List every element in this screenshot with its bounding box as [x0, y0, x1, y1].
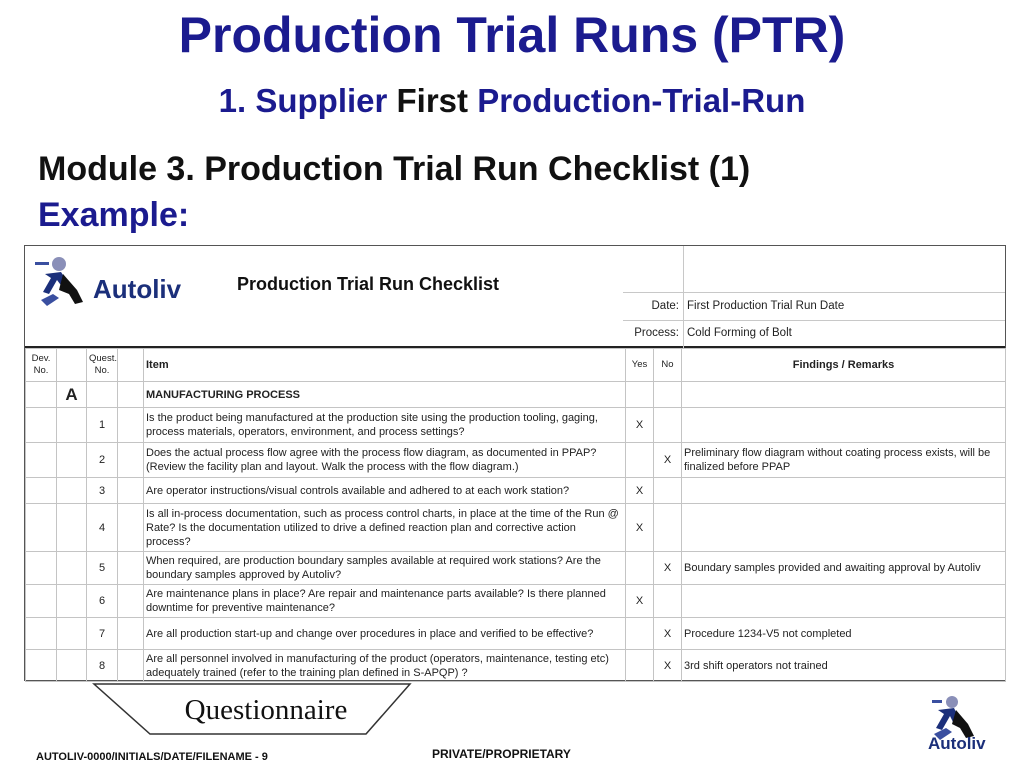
example-heading: Example: [38, 196, 190, 234]
blank-cell [118, 552, 144, 585]
question-text: Are operator instructions/visual controls available and adhered to at each work station? [144, 478, 626, 504]
yes-mark [626, 650, 654, 682]
process-value: Cold Forming of Bolt [687, 327, 792, 339]
dev-cell [26, 408, 57, 443]
section-cell [654, 382, 682, 408]
table-row [26, 585, 1006, 618]
remark-text [682, 504, 1006, 552]
no-mark: X [654, 552, 682, 585]
dev-cell [26, 443, 57, 478]
remark-text: Boundary samples provided and awaiting approval by Autoliv [682, 552, 1006, 585]
yes-mark [626, 443, 654, 478]
question-text: Is all in-process documentation, such as process control charts, in place at the time of the Run @ Rate? Is the documentation utilized to drive a defined reaction plan and corrective action process? [144, 504, 626, 552]
sheet-header [25, 246, 1005, 348]
remark-text: 3rd shift operators not trained [682, 650, 1006, 682]
dev-no-header: Dev. No. [26, 349, 57, 382]
remark-text: Preliminary flow diagram without coating process exists, will be finalized before PPAP [682, 443, 1006, 478]
checklist-sheet [24, 245, 1006, 681]
blank-cell [57, 478, 87, 504]
section-cell [87, 382, 118, 408]
yes-mark: X [626, 478, 654, 504]
section-cell [26, 382, 57, 408]
slide-subtitle [0, 82, 1024, 120]
sheet-logo-text: Autoliv [93, 274, 182, 304]
blank-cell [118, 585, 144, 618]
section-cell [682, 382, 1006, 408]
section-row [26, 382, 1006, 408]
question-number: 1 [87, 408, 118, 443]
yes-mark: X [626, 408, 654, 443]
blank-cell [118, 443, 144, 478]
table-row [26, 552, 1006, 585]
dev-cell [26, 552, 57, 585]
questionnaire-callout-label: Questionnaire [184, 694, 348, 726]
section-cell [118, 382, 144, 408]
blank-cell [118, 478, 144, 504]
meta-divider [683, 246, 684, 348]
section-letter: A [57, 382, 87, 408]
yes-header: Yes [626, 349, 654, 382]
yes-mark: X [626, 585, 654, 618]
remark-text: Procedure 1234-V5 not completed [682, 618, 1006, 650]
subtitle-part-3: Production-Trial-Run [468, 82, 806, 119]
question-number: 6 [87, 585, 118, 618]
question-text: Are maintenance plans in place? Are repair and maintenance parts available? Is there planned downtime for preventive maintenance? [144, 585, 626, 618]
section-name: MANUFACTURING PROCESS [144, 382, 626, 408]
blank-cell [118, 650, 144, 682]
date-label: Date: [651, 300, 679, 312]
question-number: 8 [87, 650, 118, 682]
footer-confidentiality: PRIVATE/PROPRIETARY [432, 747, 571, 761]
remark-text [682, 585, 1006, 618]
table-row [26, 650, 1006, 682]
blank-cell [118, 618, 144, 650]
blank-cell [57, 504, 87, 552]
remark-text [682, 478, 1006, 504]
no-mark: X [654, 618, 682, 650]
meta-divider [623, 320, 1005, 321]
no-mark [654, 408, 682, 443]
item-header: Item [144, 349, 626, 382]
module-heading: Module 3. Production Trial Run Checklist (1) [38, 150, 751, 188]
sheet-title: Production Trial Run Checklist [237, 274, 500, 294]
blank-cell [57, 650, 87, 682]
table-row [26, 408, 1006, 443]
question-text: Does the actual process flow agree with the process flow diagram, as documented in PPAP? (Review the facility plan and layout. Walk the process with the flow diagram.) [144, 443, 626, 478]
question-number: 5 [87, 552, 118, 585]
blank-cell [118, 408, 144, 443]
footer-file-reference: AUTOLIV-0000/INITIALS/DATE/FILENAME - 9 [36, 751, 268, 763]
quest-no-header: Quest. No. [87, 349, 118, 382]
question-number: 7 [87, 618, 118, 650]
no-header: No [654, 349, 682, 382]
blank-cell [57, 443, 87, 478]
question-text: Are all personnel involved in manufacturing of the product (operators, maintenance, testing etc) adequately trained (refer to the training plan defined in S-APQP) ? [144, 650, 626, 682]
no-mark: X [654, 443, 682, 478]
blank-header [118, 349, 144, 382]
question-text: Are all production start-up and change over procedures in place and verified to be effective? [144, 618, 626, 650]
date-value: First Production Trial Run Date [687, 300, 845, 312]
yes-mark [626, 618, 654, 650]
table-row [26, 478, 1006, 504]
section-cell [626, 382, 654, 408]
no-mark: X [654, 650, 682, 682]
no-mark [654, 585, 682, 618]
subtitle-part-2: First [396, 82, 469, 119]
blank-cell [57, 585, 87, 618]
table-row [26, 443, 1006, 478]
blank-cell [118, 504, 144, 552]
table-row [26, 504, 1006, 552]
question-text: Is the product being manufactured at the production site using the production tooling, gaging, process materials, operators, environment, and process settings? [144, 408, 626, 443]
dev-cell [26, 504, 57, 552]
remark-text [682, 408, 1006, 443]
table-row [26, 618, 1006, 650]
checklist-table [25, 348, 1006, 682]
findings-header: Findings / Remarks [682, 349, 1006, 382]
dev-cell [26, 618, 57, 650]
slide-title: Production Trial Runs (PTR) [178, 7, 846, 63]
question-number: 2 [87, 443, 118, 478]
no-mark [654, 478, 682, 504]
question-number: 3 [87, 478, 118, 504]
no-mark [654, 504, 682, 552]
dev-cell [26, 585, 57, 618]
blank-header [57, 349, 87, 382]
yes-mark [626, 552, 654, 585]
table-header-row [26, 349, 1006, 382]
subtitle-part-1: 1. Supplier [218, 82, 397, 119]
dev-cell [26, 478, 57, 504]
corner-brand-text: Autoliv [928, 734, 986, 753]
blank-cell [57, 552, 87, 585]
blank-cell [57, 618, 87, 650]
process-label: Process: [634, 327, 679, 339]
yes-mark: X [626, 504, 654, 552]
meta-divider [623, 292, 1005, 293]
question-text: When required, are production boundary samples available at required work stations? Are the boundary samples approved by Autoliv? [144, 552, 626, 585]
dev-cell [26, 650, 57, 682]
question-number: 4 [87, 504, 118, 552]
blank-cell [57, 408, 87, 443]
